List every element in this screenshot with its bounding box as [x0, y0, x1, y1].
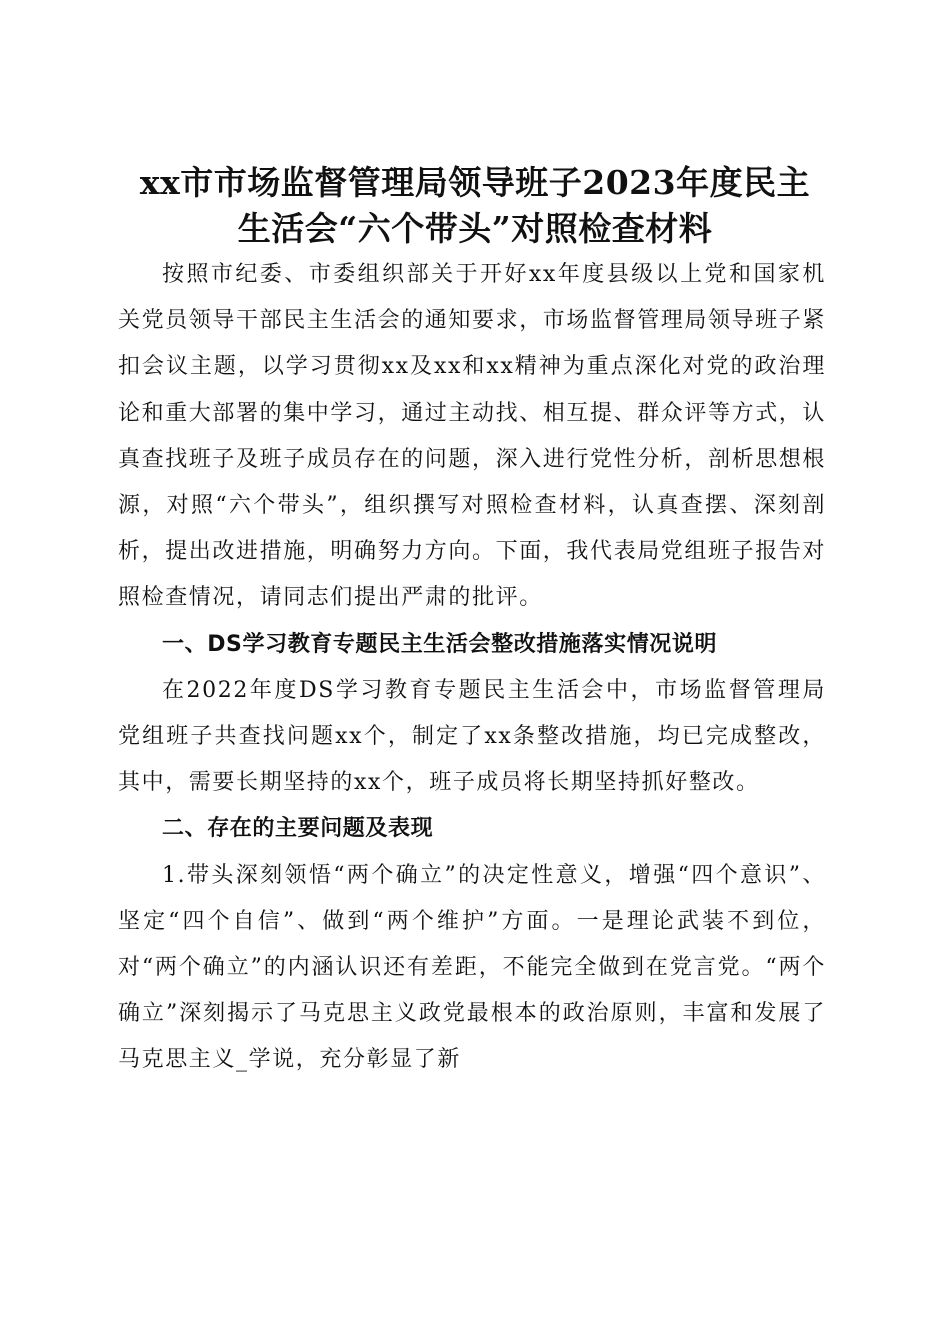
document-title — [110, 160, 840, 252]
section-1-heading: 一、DS学习教育专题民主生活会整改措施落实情况说明 — [162, 631, 718, 657]
title-line-1: xx市市场监督管理局领导班子2023年度民主 — [139, 163, 811, 203]
intro-paragraph: 按照市纪委、市委组织部关于开好xx年度县级以上党和国家机关党员领导干部民主生活会的通知要求，市场监督管理局领导班子紧扣会议主题，以学习贯彻xx及xx和xx精神为重点深化对党的政治理论和重大部署的集中学习，通过主动找、相互提、群众评等方式，认真查找班子及班子成员存在的问题，深入进行党性分析，剖析思想根源，对照“六个带头”，组织撰写对照检查材料，认真查摆、深刻剖析，提出改进措施，明确努力方向。下面，我代表局党组班子报告对照检查情况，请同志们提出严肃的批评。 — [118, 262, 827, 611]
section-2-paragraph: 1.带头深刻领悟“两个确立”的决定性意义，增强“四个意识”、坚定“四个自信”、做到“两个维护”方面。一是理论武装不到位，对“两个确立”的内涵认识还有差距，不能完全做到在党言党。“两个确立”深刻揭示了马克思主义政党最根本的政治原则，丰富和发展了马克思主义_学说，充分彰显了新 — [118, 862, 826, 1073]
document-body — [118, 252, 826, 1084]
section-2-heading: 二、存在的主要问题及表现 — [162, 816, 434, 842]
title-line-2: 生活会“六个带头”对照检查材料 — [237, 209, 713, 249]
section-1-paragraph: 在2022年度DS学习教育专题民主生活会中，市场监督管理局党组班子共查找问题xx个，制定了xx条整改措施，均已完成整改，其中，需要长期坚持的xx个，班子成员将长期坚持抓好整改。 — [118, 677, 826, 796]
